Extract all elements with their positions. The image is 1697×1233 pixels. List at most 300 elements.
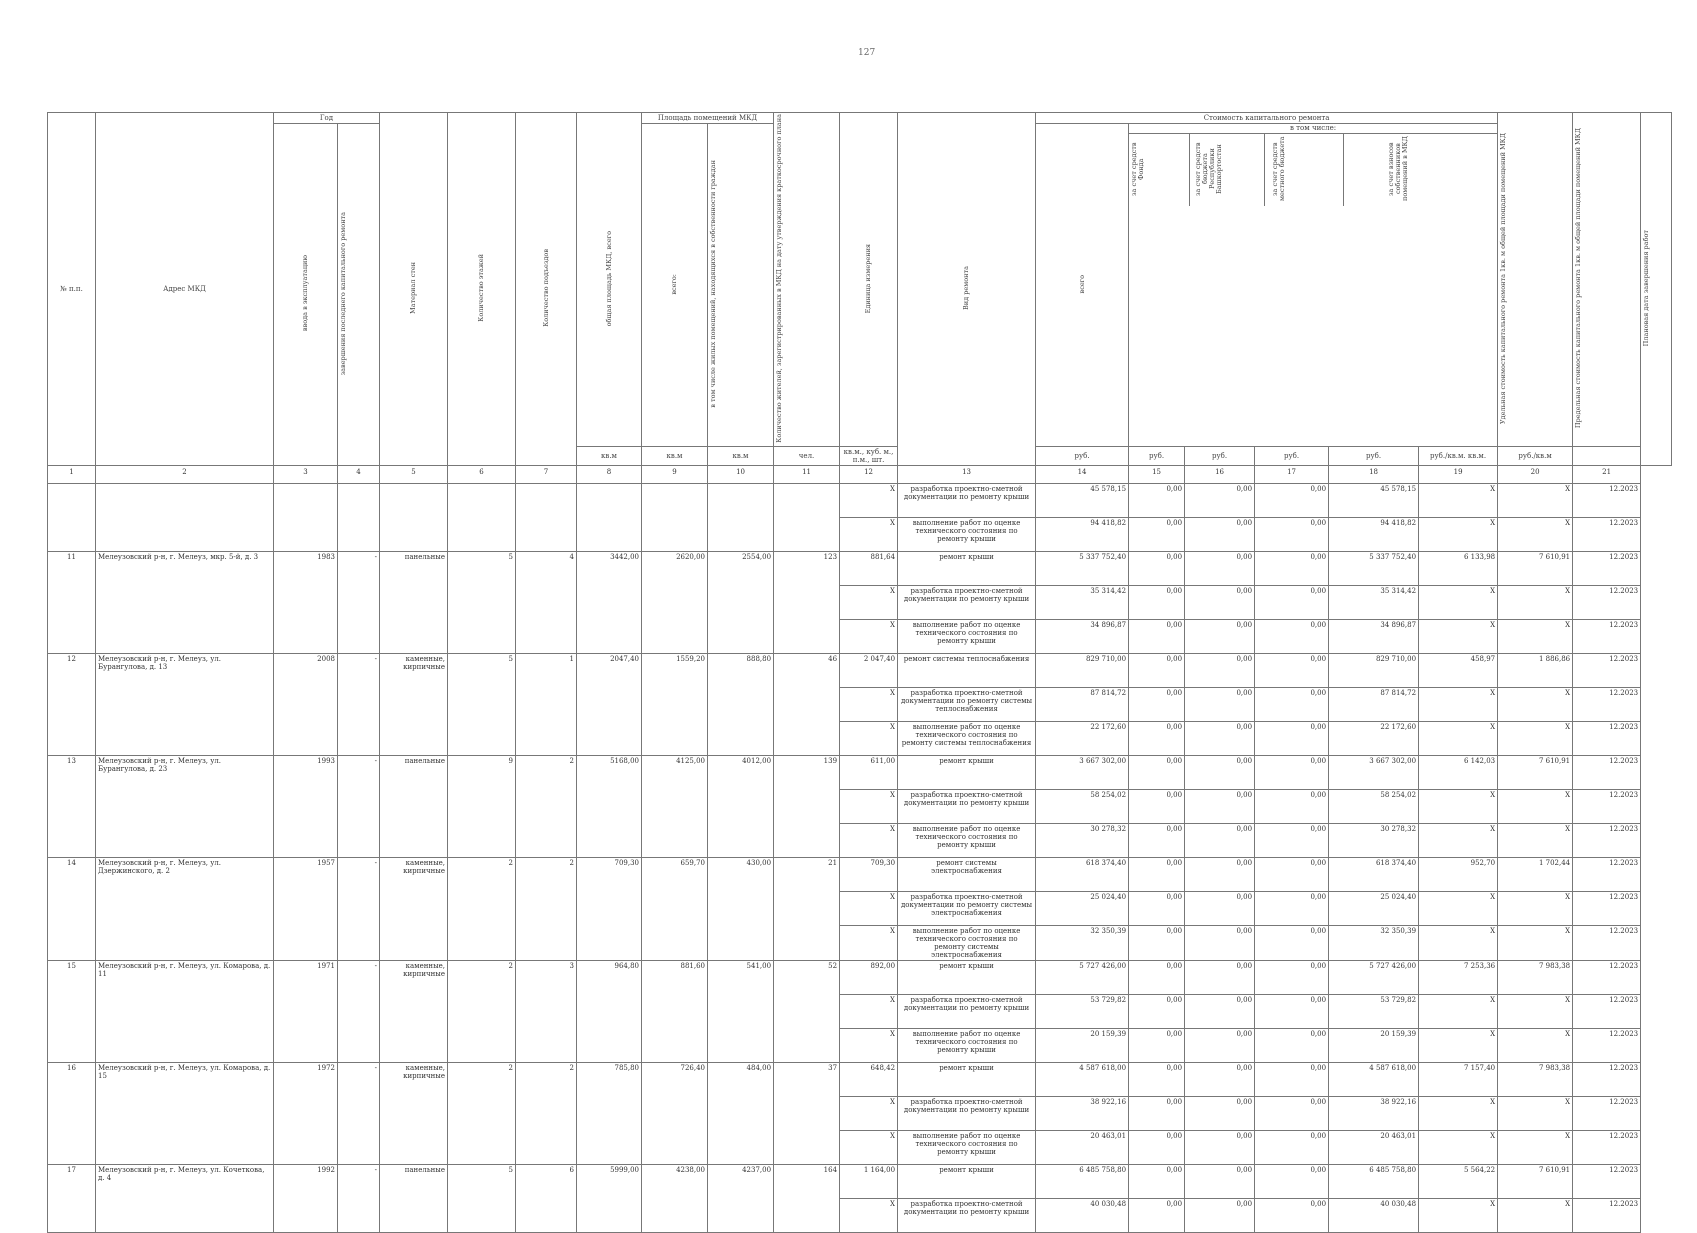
column-number: 7: [516, 465, 577, 483]
house-entrances: [516, 483, 577, 551]
house-last-repair: -: [338, 1164, 380, 1232]
max-cost: X: [1498, 619, 1573, 653]
cost-republic: 0,00: [1185, 789, 1255, 823]
cost-local: 0,00: [1255, 1062, 1329, 1096]
house-residents: [774, 483, 840, 551]
max-cost: X: [1498, 1198, 1573, 1232]
unit-mixed: кв.м., куб. м., п.м., шт.: [840, 446, 898, 465]
house-entrances: 4: [516, 551, 577, 653]
unit-total-area: кв.м: [577, 446, 642, 465]
unit-cost: 6 133,98: [1419, 551, 1498, 585]
cost-republic: 0,00: [1185, 1096, 1255, 1130]
cost-fund: 0,00: [1129, 687, 1185, 721]
unit-cost: X: [1419, 1130, 1498, 1164]
unit-cost: X: [1419, 925, 1498, 960]
cost-fund: 0,00: [1129, 721, 1185, 755]
cost-fund: 0,00: [1129, 960, 1185, 994]
max-cost: 1 886,86: [1498, 653, 1573, 687]
cost-total: 40 030,48: [1036, 1198, 1129, 1232]
work-type: ремонт крыши: [898, 960, 1036, 994]
cost-owners: 45 578,15: [1329, 483, 1419, 517]
column-number: 11: [774, 465, 840, 483]
house-total-area: 709,30: [577, 857, 642, 960]
house-area-all: [642, 483, 708, 551]
house-area-all: 2620,00: [642, 551, 708, 653]
planned-date: 12.2023: [1573, 517, 1641, 551]
header-work-type: Вид ремонта: [898, 113, 1036, 466]
cost-local: 0,00: [1255, 823, 1329, 857]
cost-local: 0,00: [1255, 721, 1329, 755]
header-max-cost: Предельная стоимость капитального ремонта 1кв. м общей площади помещений МКД: [1573, 113, 1641, 447]
cost-local: 0,00: [1255, 517, 1329, 551]
cost-owners: 22 172,60: [1329, 721, 1419, 755]
house-area-all: 1559,20: [642, 653, 708, 755]
cost-republic: 0,00: [1185, 994, 1255, 1028]
column-number: 21: [1573, 465, 1641, 483]
unit-cost-total: руб.: [1036, 446, 1129, 465]
work-volume: 611,00: [840, 755, 898, 789]
max-cost: X: [1498, 823, 1573, 857]
house-total-area: 5168,00: [577, 755, 642, 857]
work-volume: 1 164,00: [840, 1164, 898, 1198]
unit-cost: 6 142,03: [1419, 755, 1498, 789]
house-last-repair: -: [338, 551, 380, 653]
house-entrances: 2: [516, 755, 577, 857]
house-area-res: 541,00: [708, 960, 774, 1062]
table-row: [48, 755, 1672, 789]
header-unit: Единица измерения: [840, 113, 898, 447]
house-floors: 5: [448, 551, 516, 653]
house-floors: 2: [448, 960, 516, 1062]
max-cost: 7 983,38: [1498, 960, 1573, 994]
cost-republic: 0,00: [1185, 1164, 1255, 1198]
unit-cost: 7 253,36: [1419, 960, 1498, 994]
header-area-residential: в том числе жилых помещений, находящихся в собственности граждан: [708, 124, 774, 447]
max-cost: X: [1498, 925, 1573, 960]
column-number: 8: [577, 465, 642, 483]
max-cost: X: [1498, 585, 1573, 619]
column-number: 5: [380, 465, 448, 483]
work-volume: X: [840, 1096, 898, 1130]
house-number: 12: [48, 653, 96, 755]
planned-date: 12.2023: [1573, 483, 1641, 517]
header-cost-group: Стоимость капитального ремонта: [1036, 113, 1498, 124]
house-material: [380, 483, 448, 551]
cost-total: 25 024,40: [1036, 891, 1129, 925]
cost-local: 0,00: [1255, 687, 1329, 721]
work-volume: 709,30: [840, 857, 898, 891]
column-number: 17: [1255, 465, 1329, 483]
unit-cost: 952,70: [1419, 857, 1498, 891]
column-number: 16: [1185, 465, 1255, 483]
work-volume: X: [840, 789, 898, 823]
header-floors: Количество этажей: [448, 113, 516, 466]
unit-cost: 458,97: [1419, 653, 1498, 687]
cost-total: 38 922,16: [1036, 1096, 1129, 1130]
unit-cost-local: руб.: [1255, 446, 1329, 465]
house-entrances: 6: [516, 1164, 577, 1232]
max-cost: X: [1498, 789, 1573, 823]
cost-owners: 35 314,42: [1329, 585, 1419, 619]
max-cost: 1 702,44: [1498, 857, 1573, 891]
unit-cost: X: [1419, 1028, 1498, 1062]
header-area-all: всего:: [642, 124, 708, 447]
work-type: ремонт крыши: [898, 1164, 1036, 1198]
planned-date: 12.2023: [1573, 891, 1641, 925]
table-row: [48, 857, 1672, 891]
work-volume: 648,42: [840, 1062, 898, 1096]
cost-fund: 0,00: [1129, 585, 1185, 619]
max-cost: X: [1498, 891, 1573, 925]
house-area-all: 4238,00: [642, 1164, 708, 1232]
cost-local: 0,00: [1255, 755, 1329, 789]
work-volume: X: [840, 1198, 898, 1232]
cost-owners: 40 030,48: [1329, 1198, 1419, 1232]
cost-total: 87 814,72: [1036, 687, 1129, 721]
unit-cost: X: [1419, 687, 1498, 721]
house-area-all: 4125,00: [642, 755, 708, 857]
house-entrances: 1: [516, 653, 577, 755]
planned-date: 12.2023: [1573, 551, 1641, 585]
cost-fund: 0,00: [1129, 755, 1185, 789]
cost-fund: 0,00: [1129, 994, 1185, 1028]
cost-republic: 0,00: [1185, 721, 1255, 755]
unit-cost: X: [1419, 891, 1498, 925]
header-cost-republic: за счет средств бюджета Республики Башкортостан: [1190, 134, 1265, 206]
cost-owners: 94 418,82: [1329, 517, 1419, 551]
planned-date: 12.2023: [1573, 960, 1641, 994]
header-cost-owners: за счет взносов собственников помещений в МКД: [1344, 134, 1498, 206]
column-number: 10: [708, 465, 774, 483]
house-floors: 2: [448, 1062, 516, 1164]
house-entrances: 2: [516, 857, 577, 960]
cost-fund: 0,00: [1129, 619, 1185, 653]
unit-residents: чел.: [774, 446, 840, 465]
planned-date: 12.2023: [1573, 857, 1641, 891]
column-number: 19: [1419, 465, 1498, 483]
cost-total: 32 350,39: [1036, 925, 1129, 960]
cost-owners: 20 159,39: [1329, 1028, 1419, 1062]
cost-republic: 0,00: [1185, 857, 1255, 891]
column-number: 6: [448, 465, 516, 483]
work-type: ремонт системы электроснабжения: [898, 857, 1036, 891]
house-residents: 139: [774, 755, 840, 857]
planned-date: 12.2023: [1573, 755, 1641, 789]
unit-cost: 5 564,22: [1419, 1164, 1498, 1198]
cost-total: 94 418,82: [1036, 517, 1129, 551]
column-number: 14: [1036, 465, 1129, 483]
cost-local: 0,00: [1255, 1096, 1329, 1130]
cost-republic: 0,00: [1185, 551, 1255, 585]
house-last-repair: -: [338, 755, 380, 857]
cost-republic: 0,00: [1185, 687, 1255, 721]
work-volume: 892,00: [840, 960, 898, 994]
header-total-area: общая площадь МКД, всего: [577, 113, 642, 447]
table-row: [48, 1062, 1672, 1096]
work-type: разработка проектно-сметной документации по ремонту крыши: [898, 789, 1036, 823]
unit-cost: X: [1419, 619, 1498, 653]
work-type: выполнение работ по оценке технического состояния по ремонту системы теплоснабжения: [898, 721, 1036, 755]
house-area-res: 430,00: [708, 857, 774, 960]
work-volume: 2 047,40: [840, 653, 898, 687]
cost-fund: 0,00: [1129, 653, 1185, 687]
house-address: Мелеузовский р-н, г. Мелеуз, ул. Комарова, д. 11: [96, 960, 274, 1062]
planned-date: 12.2023: [1573, 823, 1641, 857]
cost-local: 0,00: [1255, 483, 1329, 517]
planned-date: 12.2023: [1573, 1062, 1641, 1096]
table-row: [48, 653, 1672, 687]
house-material: панельные: [380, 551, 448, 653]
cost-fund: 0,00: [1129, 925, 1185, 960]
cost-total: 829 710,00: [1036, 653, 1129, 687]
planned-date: 12.2023: [1573, 687, 1641, 721]
house-area-res: 888,80: [708, 653, 774, 755]
house-total-area: 5999,00: [577, 1164, 642, 1232]
house-total-area: [577, 483, 642, 551]
house-area-res: 484,00: [708, 1062, 774, 1164]
cost-fund: 0,00: [1129, 789, 1185, 823]
header-cost-fund: за счет средств Фонда: [1129, 134, 1190, 206]
cost-total: 22 172,60: [1036, 721, 1129, 755]
cost-local: 0,00: [1255, 619, 1329, 653]
cost-local: 0,00: [1255, 960, 1329, 994]
capital-repair-table: [47, 112, 1672, 1233]
cost-owners: 38 922,16: [1329, 1096, 1419, 1130]
house-year: 1971: [274, 960, 338, 1062]
cost-owners: 87 814,72: [1329, 687, 1419, 721]
house-last-repair: -: [338, 960, 380, 1062]
work-type: разработка проектно-сметной документации по ремонту системы электроснабжения: [898, 891, 1036, 925]
cost-republic: 0,00: [1185, 483, 1255, 517]
column-number: 2: [96, 465, 274, 483]
max-cost: X: [1498, 1096, 1573, 1130]
cost-total: 4 587 618,00: [1036, 1062, 1129, 1096]
cost-republic: 0,00: [1185, 619, 1255, 653]
cost-fund: 0,00: [1129, 483, 1185, 517]
house-number: 16: [48, 1062, 96, 1164]
unit-cost: 7 157,40: [1419, 1062, 1498, 1096]
house-area-all: 726,40: [642, 1062, 708, 1164]
cost-republic: 0,00: [1185, 1198, 1255, 1232]
cost-fund: 0,00: [1129, 1198, 1185, 1232]
cost-total: 45 578,15: [1036, 483, 1129, 517]
table-row: [48, 483, 1672, 517]
house-material: панельные: [380, 755, 448, 857]
cost-owners: 829 710,00: [1329, 653, 1419, 687]
max-cost: X: [1498, 1028, 1573, 1062]
max-cost: X: [1498, 483, 1573, 517]
house-address: Мелеузовский р-н, г. Мелеуз, ул. Комарова, д. 15: [96, 1062, 274, 1164]
work-type: разработка проектно-сметной документации по ремонту крыши: [898, 994, 1036, 1028]
column-number: 18: [1329, 465, 1419, 483]
work-type: разработка проектно-сметной документации по ремонту крыши: [898, 483, 1036, 517]
house-total-area: 964,80: [577, 960, 642, 1062]
unit-max-cost: руб./кв.м: [1498, 446, 1573, 465]
work-volume: X: [840, 994, 898, 1028]
house-address: Мелеузовский р-н, г. Мелеуз, ул. Бурангулова, д. 23: [96, 755, 274, 857]
max-cost: 7 610,91: [1498, 1164, 1573, 1198]
column-number: 20: [1498, 465, 1573, 483]
column-number: 13: [898, 465, 1036, 483]
work-volume: X: [840, 1130, 898, 1164]
cost-local: 0,00: [1255, 585, 1329, 619]
work-type: выполнение работ по оценке технического состояния по ремонту крыши: [898, 1028, 1036, 1062]
house-floors: 5: [448, 653, 516, 755]
max-cost: X: [1498, 687, 1573, 721]
work-type: выполнение работ по оценке технического состояния по ремонту крыши: [898, 619, 1036, 653]
house-address: Мелеузовский р-н, г. Мелеуз, мкр. 5-й, д. 3: [96, 551, 274, 653]
house-number: 13: [48, 755, 96, 857]
planned-date: 12.2023: [1573, 1164, 1641, 1198]
cost-total: 6 485 758,80: [1036, 1164, 1129, 1198]
cost-total: 30 278,32: [1036, 823, 1129, 857]
house-residents: 52: [774, 960, 840, 1062]
planned-date: 12.2023: [1573, 1198, 1641, 1232]
work-type: разработка проектно-сметной документации по ремонту крыши: [898, 1198, 1036, 1232]
unit-cost: X: [1419, 789, 1498, 823]
header-wall-material: Материал стен: [380, 113, 448, 466]
planned-date: 12.2023: [1573, 585, 1641, 619]
cost-local: 0,00: [1255, 1198, 1329, 1232]
work-type: ремонт крыши: [898, 1062, 1036, 1096]
cost-fund: 0,00: [1129, 517, 1185, 551]
column-number: 15: [1129, 465, 1185, 483]
work-volume: X: [840, 721, 898, 755]
header-entrances: Количество подъездов: [516, 113, 577, 466]
work-volume: X: [840, 925, 898, 960]
cost-local: 0,00: [1255, 789, 1329, 823]
house-year: 1983: [274, 551, 338, 653]
unit-cost: X: [1419, 721, 1498, 755]
cost-local: 0,00: [1255, 925, 1329, 960]
house-year: 1957: [274, 857, 338, 960]
cost-total: 35 314,42: [1036, 585, 1129, 619]
house-material: каменные, кирпичные: [380, 960, 448, 1062]
header-no: № п.п.: [48, 113, 96, 466]
unit-area-res: кв.м: [708, 446, 774, 465]
house-number: 15: [48, 960, 96, 1062]
house-material: панельные: [380, 1164, 448, 1232]
unit-unit-cost: руб./кв.м. кв.м.: [1419, 446, 1498, 465]
unit-cost: X: [1419, 483, 1498, 517]
house-address: Мелеузовский р-н, г. Мелеуз, ул. Бурангулова, д. 13: [96, 653, 274, 755]
house-year: [274, 483, 338, 551]
cost-total: 618 374,40: [1036, 857, 1129, 891]
cost-total: 58 254,02: [1036, 789, 1129, 823]
cost-fund: 0,00: [1129, 823, 1185, 857]
planned-date: 12.2023: [1573, 1130, 1641, 1164]
cost-owners: 4 587 618,00: [1329, 1062, 1419, 1096]
cost-republic: 0,00: [1185, 1062, 1255, 1096]
header-planned-date: Плановая дата завершения работ: [1641, 113, 1672, 466]
house-floors: [448, 483, 516, 551]
table-row: [48, 1164, 1672, 1198]
unit-cost: X: [1419, 585, 1498, 619]
house-number: 17: [48, 1164, 96, 1232]
work-type: ремонт системы теплоснабжения: [898, 653, 1036, 687]
work-type: выполнение работ по оценке технического состояния по ремонту крыши: [898, 823, 1036, 857]
table-row: [48, 960, 1672, 994]
cost-total: 3 667 302,00: [1036, 755, 1129, 789]
planned-date: 12.2023: [1573, 994, 1641, 1028]
house-last-repair: -: [338, 1062, 380, 1164]
cost-owners: 3 667 302,00: [1329, 755, 1419, 789]
cost-owners: 32 350,39: [1329, 925, 1419, 960]
cost-republic: 0,00: [1185, 823, 1255, 857]
house-residents: 21: [774, 857, 840, 960]
max-cost: X: [1498, 1130, 1573, 1164]
cost-republic: 0,00: [1185, 960, 1255, 994]
cost-owners: 58 254,02: [1329, 789, 1419, 823]
work-volume: 881,64: [840, 551, 898, 585]
house-area-res: 2554,00: [708, 551, 774, 653]
max-cost: X: [1498, 994, 1573, 1028]
cost-republic: 0,00: [1185, 1028, 1255, 1062]
house-area-res: 4012,00: [708, 755, 774, 857]
house-area-all: 659,70: [642, 857, 708, 960]
cost-owners: 53 729,82: [1329, 994, 1419, 1028]
cost-owners: 5 727 426,00: [1329, 960, 1419, 994]
planned-date: 12.2023: [1573, 1028, 1641, 1062]
cost-republic: 0,00: [1185, 1130, 1255, 1164]
cost-fund: 0,00: [1129, 1062, 1185, 1096]
column-number-row: [48, 465, 1672, 483]
work-type: ремонт крыши: [898, 755, 1036, 789]
cost-republic: 0,00: [1185, 585, 1255, 619]
header-residents: Количество жителей, зарегистрированных в МКД на дату утверждения краткосрочного плана: [774, 113, 840, 447]
house-total-area: 3442,00: [577, 551, 642, 653]
house-area-res: 4237,00: [708, 1164, 774, 1232]
planned-date: 12.2023: [1573, 619, 1641, 653]
house-material: каменные, кирпичные: [380, 653, 448, 755]
unit-cost: X: [1419, 1096, 1498, 1130]
cost-fund: 0,00: [1129, 1130, 1185, 1164]
cost-owners: 30 278,32: [1329, 823, 1419, 857]
header-address: Адрес МКД: [96, 113, 274, 466]
max-cost: X: [1498, 721, 1573, 755]
cost-local: 0,00: [1255, 994, 1329, 1028]
header-unit-cost: Удельная стоимость капитального ремонта 1кв. м общей площади помещений МКД: [1498, 113, 1573, 447]
planned-date: 12.2023: [1573, 721, 1641, 755]
cost-total: 53 729,82: [1036, 994, 1129, 1028]
cost-republic: 0,00: [1185, 653, 1255, 687]
unit-cost-republic: руб.: [1185, 446, 1255, 465]
cost-local: 0,00: [1255, 1130, 1329, 1164]
cost-republic: 0,00: [1185, 891, 1255, 925]
column-number: 1: [48, 465, 96, 483]
cost-fund: 0,00: [1129, 891, 1185, 925]
cost-local: 0,00: [1255, 891, 1329, 925]
house-entrances: 3: [516, 960, 577, 1062]
cost-total: 20 159,39: [1036, 1028, 1129, 1062]
column-number: 4: [338, 465, 380, 483]
house-last-repair: -: [338, 857, 380, 960]
column-number: 9: [642, 465, 708, 483]
column-number: 3: [274, 465, 338, 483]
work-type: выполнение работ по оценке технического состояния по ремонту крыши: [898, 1130, 1036, 1164]
house-total-area: 785,80: [577, 1062, 642, 1164]
work-type: разработка проектно-сметной документации по ремонту системы теплоснабжения: [898, 687, 1036, 721]
house-number: 11: [48, 551, 96, 653]
house-area-res: [708, 483, 774, 551]
house-address: Мелеузовский р-н, г. Мелеуз, ул. Дзержинского, д. 2: [96, 857, 274, 960]
house-number: [48, 483, 96, 551]
planned-date: 12.2023: [1573, 653, 1641, 687]
header-year-commission: ввода в эксплуатацию: [274, 124, 338, 466]
house-residents: 37: [774, 1062, 840, 1164]
planned-date: 12.2023: [1573, 789, 1641, 823]
unit-cost: X: [1419, 517, 1498, 551]
